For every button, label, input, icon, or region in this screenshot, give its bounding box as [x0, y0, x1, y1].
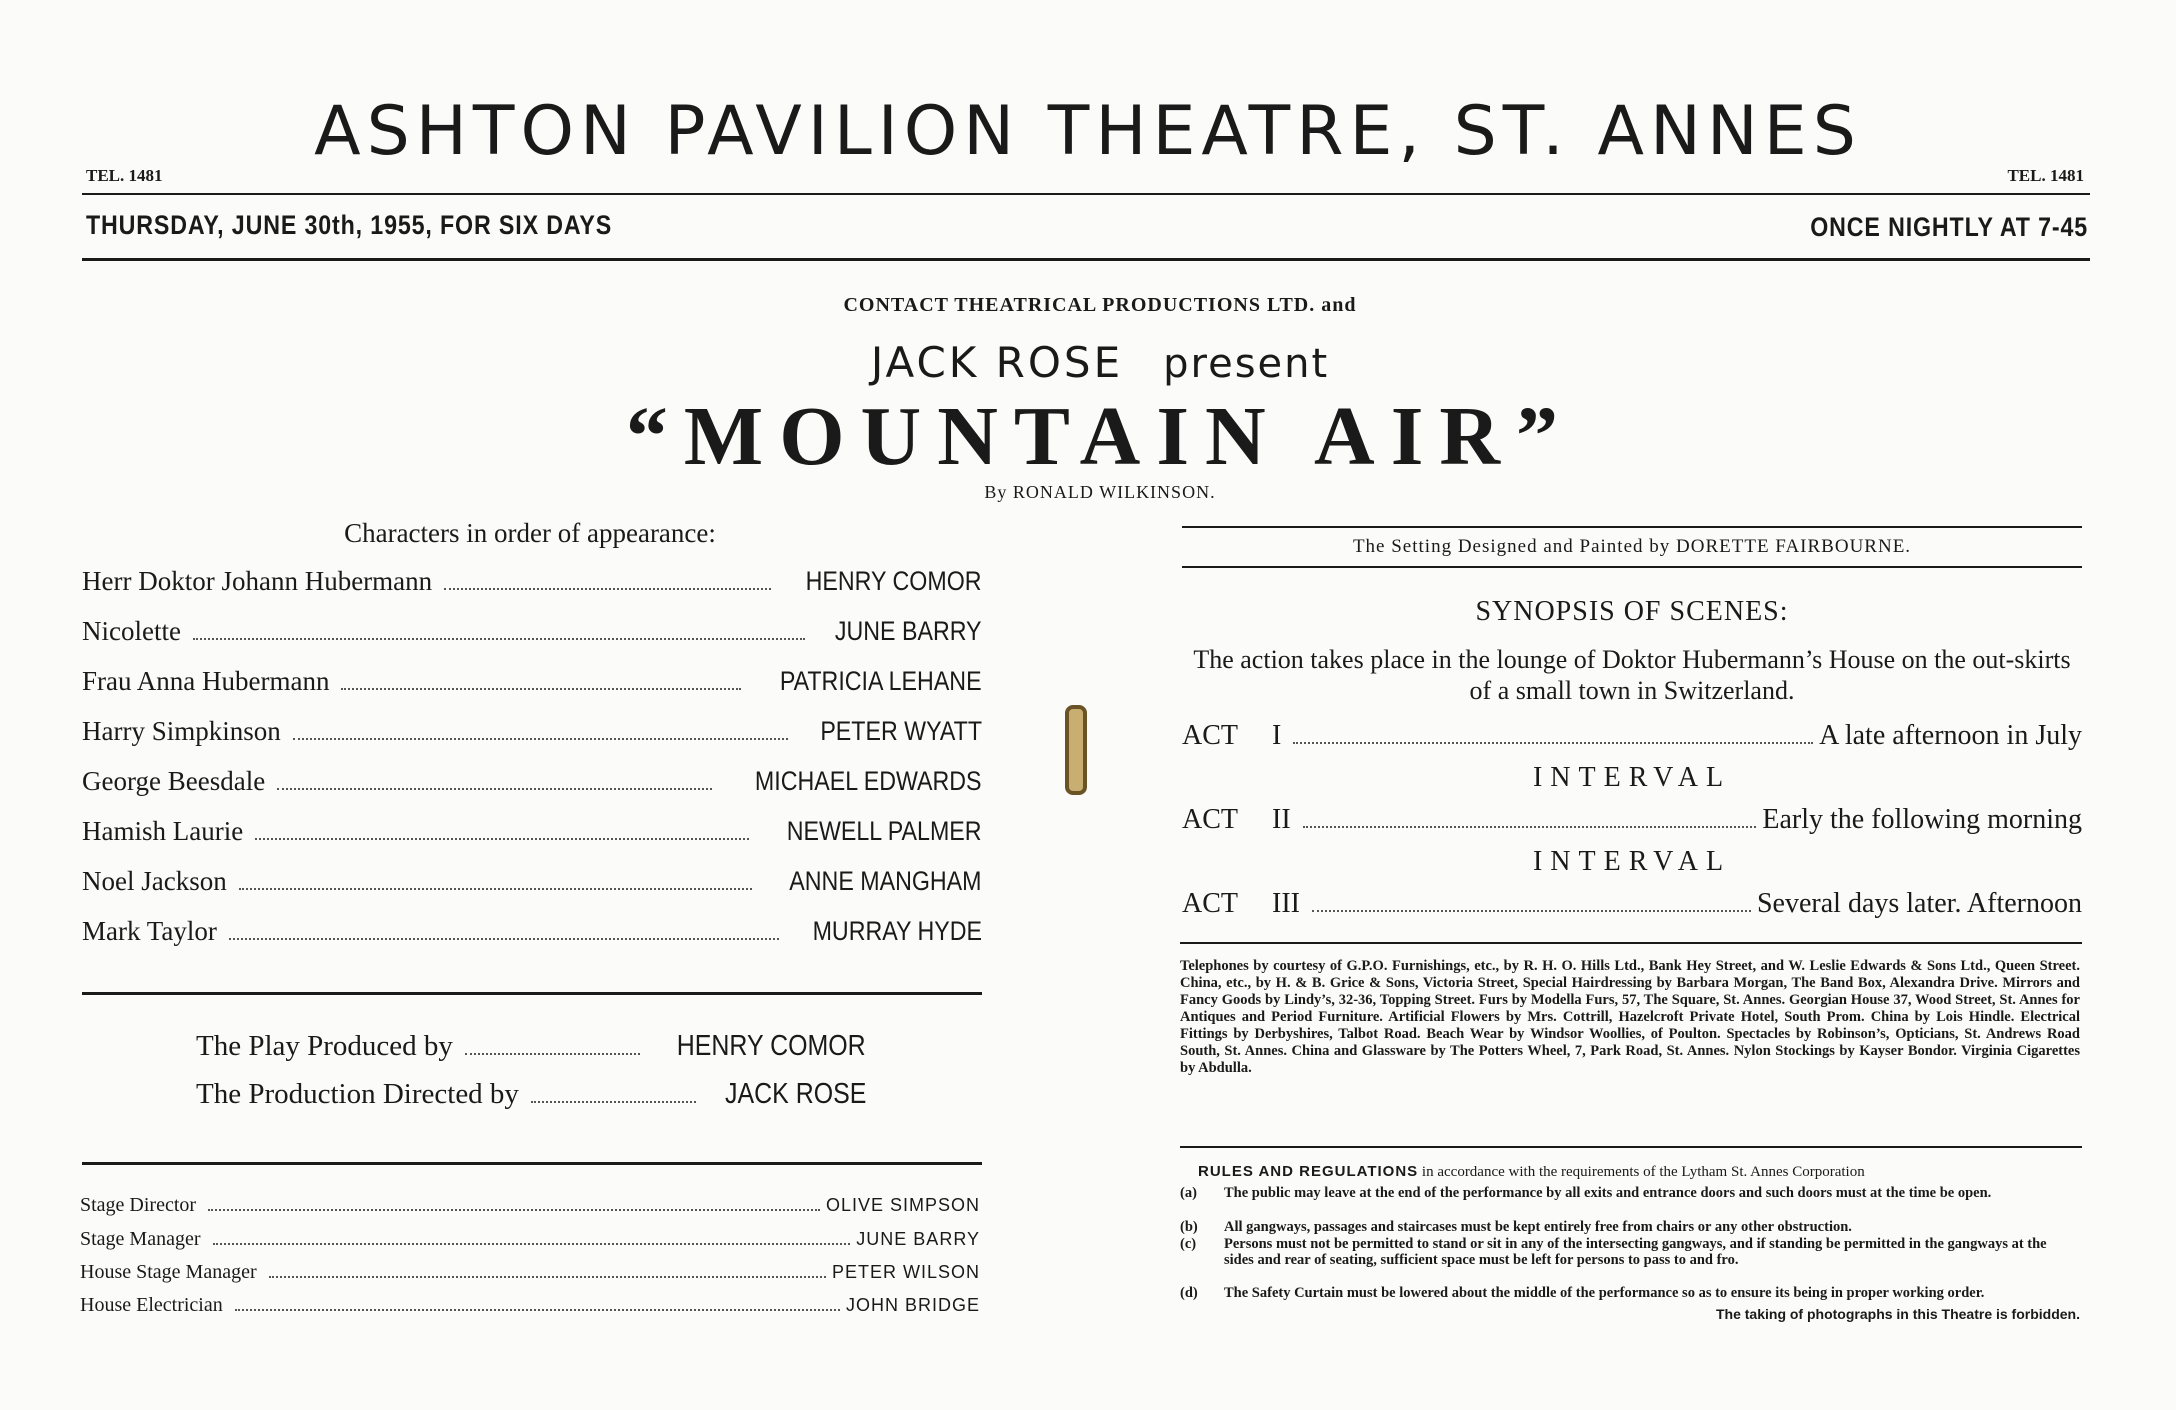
header-rule-top: [82, 193, 2090, 195]
header-rule-bottom: [82, 258, 2090, 261]
rule-label: (c): [1180, 1236, 1197, 1252]
dot-leader: [193, 637, 805, 640]
staff-row-label: House Electrician: [80, 1294, 223, 1316]
cast-row-label: Hamish Laurie: [82, 816, 244, 846]
staff-row-value: PETER WILSON: [831, 1262, 980, 1282]
play-title: “MOUNTAIN AIR”: [625, 390, 1575, 483]
staff-row-value: JOHN BRIDGE: [845, 1295, 980, 1315]
synopsis-heading: SYNOPSIS OF SCENES:: [1475, 596, 1789, 627]
setting-rule-bottom: [1182, 566, 2082, 568]
act-time: Several days later. Afternoon: [1756, 888, 2082, 919]
staff-row-value: OLIVE SIMPSON: [825, 1195, 980, 1215]
presenter-name: JACK ROSE: [870, 338, 1124, 387]
credit-row-value: HENRY COMOR: [677, 1030, 866, 1062]
act-row: [1182, 804, 2082, 836]
present-word: present: [1163, 341, 1330, 387]
staff-row: [80, 1261, 980, 1284]
credits-divider: [82, 1162, 982, 1165]
cast-row: [82, 616, 982, 647]
cast-row-value: JUNE BARRY: [835, 616, 982, 646]
dot-leader: [239, 887, 753, 890]
credit-row-value: JACK ROSE: [724, 1078, 866, 1110]
theatre-name: ASHTON PAVILION THEATRE, ST. ANNES: [314, 92, 1862, 171]
interval-label: INTERVAL: [1532, 762, 1732, 793]
staff-row: [80, 1194, 980, 1217]
credit-row: [196, 1030, 866, 1063]
rules-title: RULES AND REGULATIONS: [1198, 1163, 1419, 1180]
setting-rule-top: [1182, 526, 2082, 528]
rules-subtitle: in accordance with the requirements of the Lytham St. Annes Corporation: [1421, 1164, 1865, 1180]
performance-dates: THURSDAY, JUNE 30th, 1955, FOR SIX DAYS: [86, 210, 613, 240]
staff-row-label: Stage Director: [80, 1194, 197, 1216]
credit-row-label: The Play Produced by: [196, 1030, 453, 1062]
staff-row: [80, 1294, 980, 1317]
telephone-right: TEL. 1481: [2007, 166, 2084, 185]
cast-divider: [82, 992, 982, 995]
act-number: I: [1272, 720, 1282, 751]
dot-leader: [229, 937, 779, 940]
interval-label: INTERVAL: [1532, 846, 1732, 877]
credit-row-label: The Production Directed by: [196, 1078, 519, 1110]
rule-item: [1180, 1185, 2080, 1201]
rules-heading: [1198, 1163, 1865, 1181]
act-row: [1182, 888, 2082, 920]
dot-leader: [208, 1208, 820, 1211]
staff-row-label: House Stage Manager: [80, 1261, 257, 1283]
act-label: [1182, 720, 1281, 752]
staff-row-value: JUNE BARRY: [856, 1229, 980, 1249]
rule-item: [1180, 1236, 2080, 1268]
cast-row: [82, 666, 982, 697]
cast-row-label: Herr Doktor Johann Hubermann: [82, 566, 433, 596]
dot-leader: [1303, 825, 1757, 828]
rule-item: [1180, 1285, 2080, 1301]
act-time: Early the following morning: [1762, 804, 2082, 835]
act-label: [1182, 888, 1300, 920]
dot-leader: [293, 737, 788, 740]
cast-row-label: Frau Anna Hubermann: [82, 666, 330, 696]
cast-row-value: HENRY COMOR: [806, 566, 982, 596]
act-number: III: [1272, 888, 1300, 919]
credit-row: [196, 1078, 866, 1111]
cast-heading: Characters in order of appearance:: [344, 518, 716, 548]
telephone-left: TEL. 1481: [86, 166, 163, 185]
staff-row-label: Stage Manager: [80, 1228, 201, 1250]
act-word: ACT: [1182, 720, 1238, 751]
act-label: [1182, 804, 1291, 836]
cast-row-label: Mark Taylor: [82, 916, 217, 946]
photography-notice: The taking of photographs in this Theatre is forbidden.: [1715, 1306, 2080, 1322]
acknowledgements-rule-top: [1180, 942, 2082, 944]
dot-leader: [213, 1242, 851, 1245]
rule-label: (d): [1180, 1285, 1198, 1301]
cast-row-label: Noel Jackson: [82, 866, 227, 896]
producer-credit: CONTACT THEATRICAL PRODUCTIONS LTD. and: [843, 294, 1357, 316]
setting-credit: The Setting Designed and Painted by DORETTE FAIRBOURNE.: [1352, 536, 1912, 557]
cast-row-label: Nicolette: [82, 616, 181, 646]
cast-row-value: ANNE MANGHAM: [789, 866, 982, 896]
rule-label: (a): [1180, 1185, 1197, 1201]
act-row: [1182, 720, 2082, 752]
cast-row-value: NEWELL PALMER: [787, 816, 982, 846]
acknowledgements: Telephones by courtesy of G.P.O. Furnishings, etc., by R. H. O. Hills Ltd., Bank Hey Street, and W. Leslie Edwards & Sons Ltd., Queen Street. China, etc., by H. & B. Grice & Sons, Victoria Street, Special Hairdressing by Barbara Morgan, The Band Box, Alexandra Drive. Mirrors and Fancy Goods by Lindy’s, 32-36, Topping Street. Furs by Modella Furs, 57, The Square, St. Annes. Georgian House 37, Wood Street, St. Annes for Antiques and Period Furniture. Artificial Flowers by Mrs. Cottrill, Hazelcroft Private Hotel, South Prom. China by Lois Hindle. Electrical Fittings by Derbyshires, Talbot Road. Beach Wear by Windsor Woollies, of Poulton. Spectacles by Robinson’s, Opticians, St. Andrews Road South, St. Annes. China and Glassware by The Potters Wheel, 7, Park Road, St. Annes. Nylon Stockings by Kayser Bondor. Virginia Cigarettes by Abdulla.: [1180, 958, 2080, 1076]
rule-item: [1180, 1219, 2080, 1235]
acknowledgements-rule-bottom: [1180, 1146, 2082, 1148]
rule-text: The Safety Curtain must be lowered about the middle of the performance so as to ensure its being in proper working order.: [1224, 1285, 1985, 1301]
cast-row-value: MICHAEL EDWARDS: [755, 766, 982, 796]
presenter-line: [600, 338, 1600, 387]
cast-row: [82, 716, 982, 747]
cast-row: [82, 866, 982, 897]
act-word: ACT: [1182, 804, 1238, 835]
rule-text: All gangways, passages and staircases must be kept entirely free from chairs or any other obstruction.: [1224, 1219, 1852, 1235]
cast-row: [82, 566, 982, 597]
synopsis-text: The action takes place in the lounge of Doktor Hubermann’s House on the out-skirts of a small town in Switzerland.: [1193, 645, 2071, 705]
cast-row: [82, 916, 982, 947]
staff-row: [80, 1228, 980, 1251]
dot-leader: [235, 1308, 840, 1311]
author-credit: By RONALD WILKINSON.: [984, 482, 1216, 502]
cast-row: [82, 816, 982, 847]
dot-leader: [465, 1052, 640, 1055]
cast-row-value: PATRICIA LEHANE: [780, 666, 982, 696]
act-number: II: [1272, 804, 1291, 835]
dot-leader: [1312, 909, 1751, 912]
dot-leader: [341, 687, 741, 690]
performance-time: ONCE NIGHTLY AT 7-45: [1810, 212, 2088, 242]
dot-leader: [531, 1100, 696, 1103]
rule-text: Persons must not be permitted to stand or sit in any of the intersecting gangways, and if standing be permitted in the gangways at the sides and rear of seating, sufficient space must be left for persons to pass to and fro.: [1224, 1236, 2047, 1268]
dot-leader: [1293, 741, 1813, 744]
rule-label: (b): [1180, 1219, 1198, 1235]
cast-row-label: Harry Simpkinson: [82, 716, 281, 746]
cast-row-value: PETER WYATT: [820, 716, 982, 746]
cast-row: [82, 766, 982, 797]
dot-leader: [255, 837, 749, 840]
dot-leader: [269, 1275, 826, 1278]
dot-leader: [444, 587, 771, 590]
staple-icon: [1065, 705, 1087, 795]
dot-leader: [277, 787, 712, 790]
act-time: A late afternoon in July: [1819, 720, 2082, 751]
cast-row-label: George Beesdale: [82, 766, 266, 796]
act-word: ACT: [1182, 888, 1238, 919]
cast-row-value: MURRAY HYDE: [812, 916, 982, 946]
rule-text: The public may leave at the end of the performance by all exits and entrance doors and such doors must at the time be open.: [1224, 1185, 1992, 1201]
